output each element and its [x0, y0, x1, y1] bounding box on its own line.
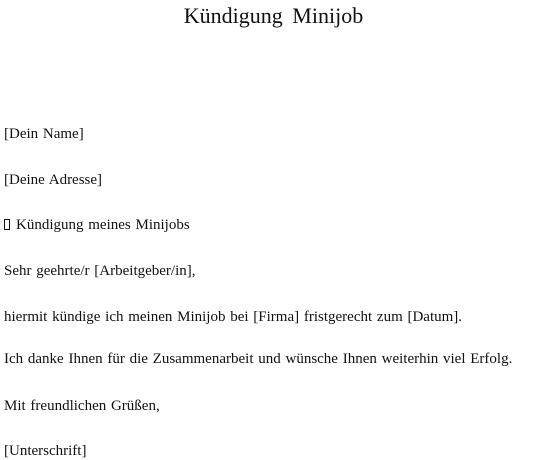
document-title: Kündigung Minijob [183, 3, 364, 28]
missing-glyph-icon [4, 219, 10, 230]
sender-name: [Dein Name] [4, 126, 84, 142]
body-paragraph-1: hiermit kündige ich meinen Minijob bei [Firma] fristgerecht zum [Datum]. [4, 309, 463, 325]
subject-line [4, 216, 190, 234]
closing: Mit freundlichen Grüßen, [4, 398, 160, 414]
body-paragraph-2: Ich danke Ihnen für die Zusammenarbeit und wünsche Ihnen weiterhin viel Erfolg. [4, 351, 513, 367]
salutation: Sehr geehrte/r [Arbeitgeber/in], [4, 263, 196, 279]
subject-text: Kündigung meines Minijobs [16, 217, 190, 233]
sender-address: [Deine Adresse] [4, 172, 103, 188]
signature: [Unterschrift] [4, 443, 87, 459]
